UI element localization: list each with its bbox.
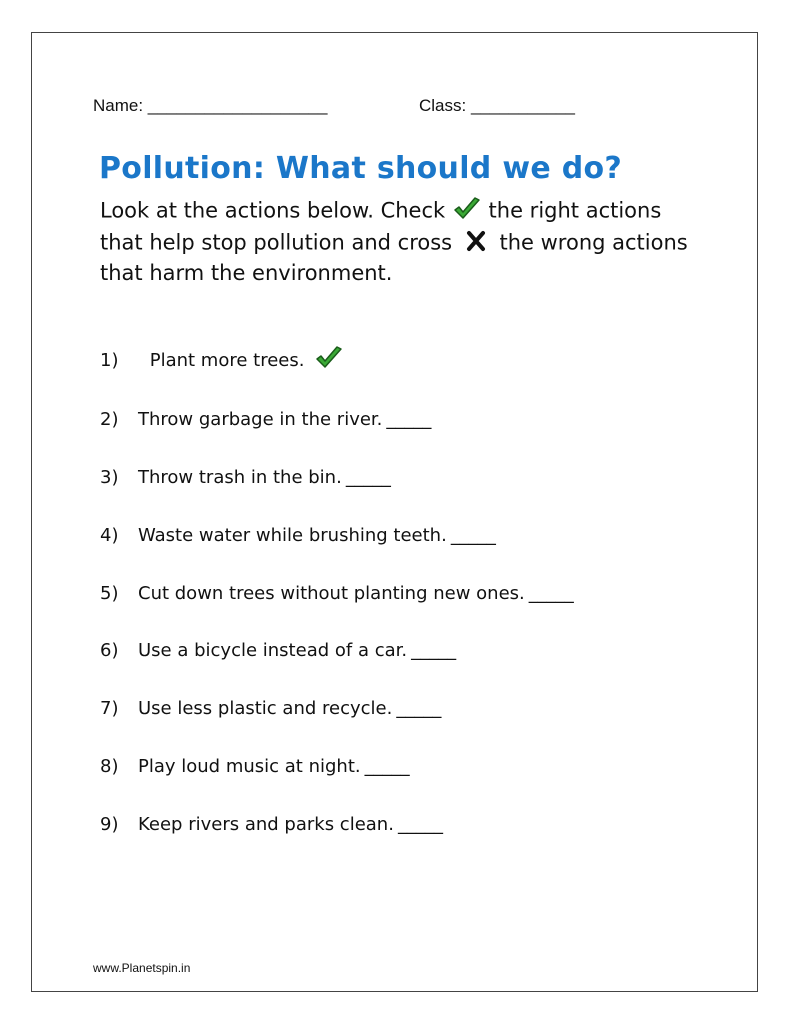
question-item [100,467,391,488]
question-text: Cut down trees without planting new ones. [138,583,525,604]
instruction-text: that help stop pollution and cross [100,230,453,255]
worksheet-title: Pollution: What should we do? [99,151,623,186]
instruction-line-2 [100,229,688,258]
question-item [100,814,443,835]
instruction-text: the wrong actions [499,230,688,255]
question-number: 7) [100,698,119,719]
answer-blank[interactable]: _____ [397,814,443,835]
check-icon [452,197,482,226]
answer-blank[interactable]: _____ [396,698,442,719]
question-number: 5) [100,583,119,604]
question-text: Use a bicycle instead of a car. [138,640,408,661]
instruction-line-1 [100,197,661,226]
question-number: 3) [100,467,119,488]
answer-blank[interactable]: _____ [345,467,391,488]
question-number: 6) [100,640,119,661]
instruction-text: the right actions [488,198,662,223]
instruction-text: Look at the actions below. Check [100,198,446,223]
question-item [100,346,344,375]
question-text: Play loud music at night. [138,756,361,777]
cross-icon [459,229,493,258]
question-text: Use less plastic and recycle. [138,698,393,719]
check-icon [314,346,344,375]
question-item [100,756,410,777]
question-text: Throw trash in the bin. [138,467,342,488]
answer-blank[interactable]: _____ [386,409,432,430]
question-number: 1) [100,349,119,371]
instruction-line-3: that harm the environment. [100,261,393,285]
answer-blank[interactable]: _____ [528,583,574,604]
question-number: 2) [100,409,119,430]
question-item [100,409,431,430]
answer-blank[interactable]: _____ [411,640,457,661]
answer-blank[interactable]: _____ [450,525,496,546]
question-number: 9) [100,814,119,835]
question-item [100,698,441,719]
question-item [100,583,574,604]
question-text: Keep rivers and parks clean. [138,814,394,835]
question-item [100,525,496,546]
question-item [100,640,456,661]
answer-blank[interactable]: _____ [364,756,410,777]
question-text: Throw garbage in the river. [138,409,383,430]
name-field[interactable]: Name: ___________________ [93,96,328,115]
question-text: Plant more trees. [149,349,305,371]
class-field[interactable]: Class: ___________ [419,96,575,115]
question-number: 8) [100,756,119,777]
footer-website: www.Planetspin.in [93,961,191,975]
question-text: Waste water while brushing teeth. [138,525,447,546]
question-number: 4) [100,525,119,546]
